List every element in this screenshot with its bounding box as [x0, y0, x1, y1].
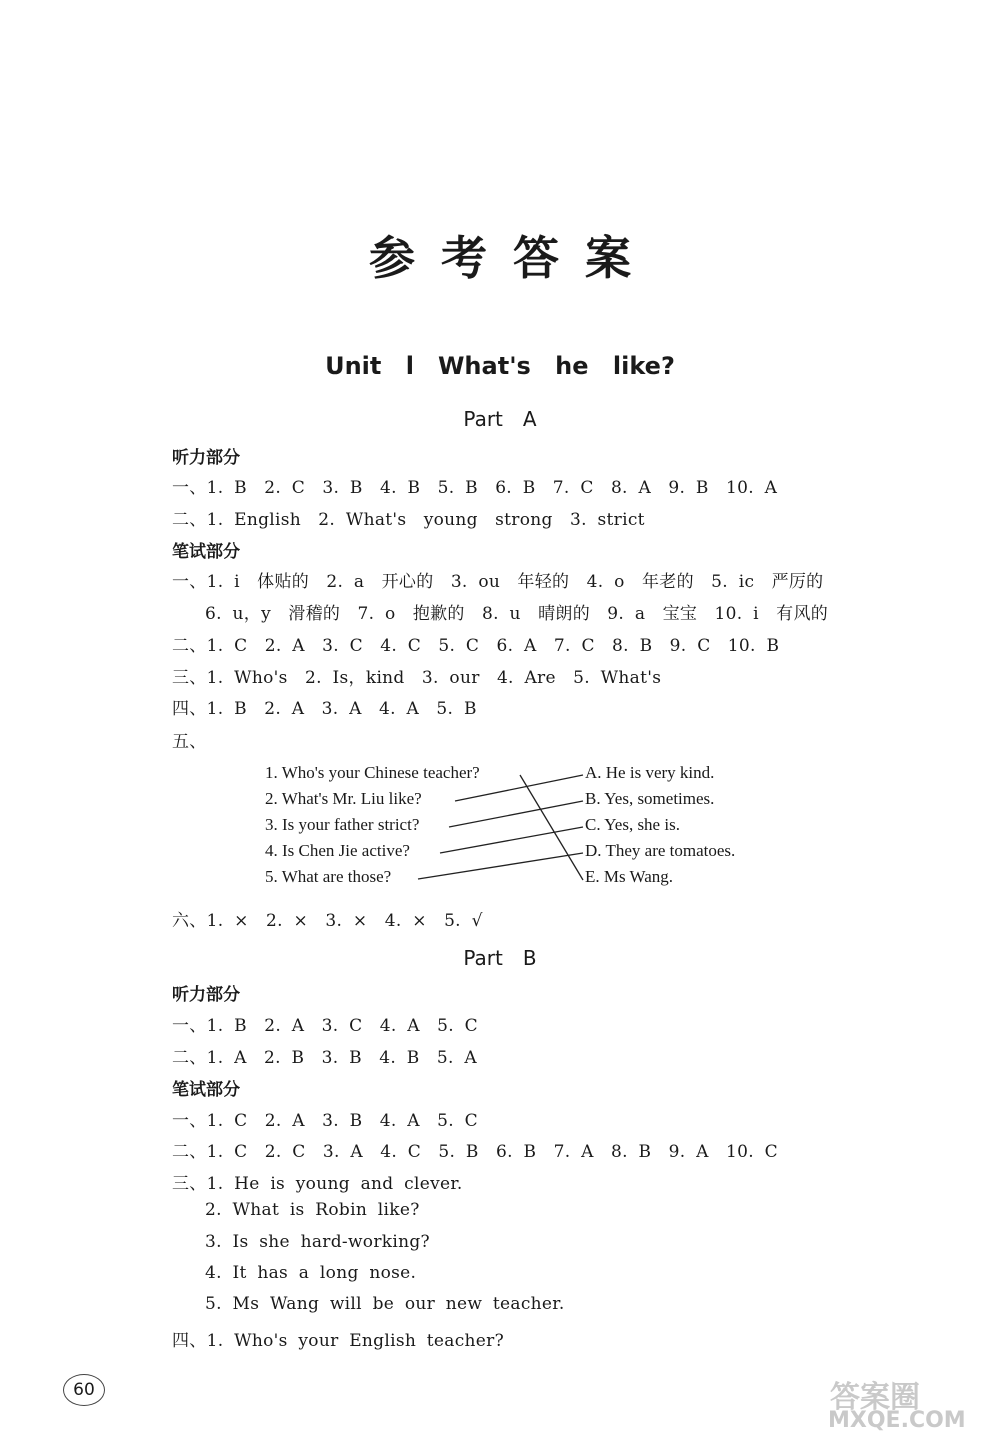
part-a-judgement: 六、1. × 2. × 3. × 4. × 5. √ [172, 911, 483, 931]
part-b-section3-item-5: 5. Ms Wang will be our new teacher. [205, 1294, 565, 1314]
match-question-3: 3. Is your father strict? [265, 815, 420, 834]
page-number: 60 [63, 1374, 105, 1406]
match-answer-c: C. Yes, she is. [585, 815, 680, 834]
match-answer-a: A. He is very kind. [585, 763, 715, 782]
part-a-writing-line-1: 一、1. i 体贴的 2. a 开心的 3. ou 年轻的 4. o 年老的 5. ic 严厉的 [172, 572, 824, 592]
part-a-writing-line-3: 二、1. C 2. A 3. C 4. C 5. C 6. A 7. C 8. B 9. C 10. B [172, 636, 780, 656]
match-answer-e: E. Ms Wang. [585, 867, 674, 886]
part-b-listening-heading: 听力部分 [172, 985, 240, 1005]
part-b-section3-item-2: 2. What is Robin like? [205, 1200, 420, 1220]
part-b-section3-item-3: 3. Is she hard-working? [205, 1232, 430, 1252]
match-question-4: 4. Is Chen Jie active? [265, 841, 410, 860]
watermark-logo: 答案圈 [830, 1380, 920, 1415]
match-answer-d: D. They are tomatoes. [585, 841, 736, 860]
match-line-5-d [418, 853, 583, 879]
part-a-title: Part A [463, 407, 537, 431]
part-b-section3-item-4: 4. It has a long nose. [205, 1263, 417, 1283]
part-b-writing-line-2: 二、1. C 2. C 3. A 4. C 5. B 6. B 7. A 8. B 9. A 10. C [172, 1142, 778, 1162]
match-line-4-c [440, 827, 583, 853]
match-answer-b: B. Yes, sometimes. [585, 789, 715, 808]
part-b-title: Part B [463, 946, 537, 970]
part-b-writing-heading: 笔试部分 [172, 1080, 240, 1100]
part-b-listening-line-1: 一、1. B 2. A 3. C 4. A 5. C [172, 1016, 478, 1036]
part-a-listening-line-2: 二、1. English 2. What's young strong 3. strict [172, 510, 645, 530]
part-b-listening-line-2: 二、1. A 2. B 3. B 4. B 5. A [172, 1048, 477, 1068]
part-a-writing-heading: 笔试部分 [172, 542, 240, 562]
page-title: 参考答案 [369, 231, 657, 285]
part-b-writing-line-1: 一、1. C 2. A 3. B 4. A 5. C [172, 1111, 478, 1131]
match-question-1: 1. Who's your Chinese teacher? [265, 763, 480, 782]
part-a-writing-line-2: 6. u，y 滑稽的 7. o 抱歉的 8. u 晴朗的 9. a 宝宝 10. i 有风的 [205, 604, 829, 624]
match-line-1-e [520, 775, 583, 880]
part-b-section3-item-1: 三、1. He is young and clever. [172, 1174, 463, 1194]
part-a-writing-line-5: 四、1. B 2. A 3. A 4. A 5. B [172, 699, 477, 719]
match-line-3-b [449, 801, 583, 827]
part-a-writing-line-6: 五、 [172, 732, 207, 752]
match-line-2-a [455, 775, 583, 801]
match-question-5: 5. What are those? [265, 867, 392, 886]
part-a-writing-line-4: 三、1. Who's 2. Is，kind 3. our 4. Are 5. What's [172, 668, 662, 688]
part-b-section4-item-1: 四、1. Who's your English teacher? [172, 1331, 504, 1351]
unit-title: Unit l What's he like? [325, 352, 675, 380]
part-a-listening-heading: 听力部分 [172, 448, 240, 468]
part-a-listening-line-1: 一、1. B 2. C 3. B 4. B 5. B 6. B 7. C 8. A 9. B 10. A [172, 478, 778, 498]
watermark-url: MXQE.COM [828, 1408, 966, 1433]
match-question-2: 2. What's Mr. Liu like? [265, 789, 422, 808]
